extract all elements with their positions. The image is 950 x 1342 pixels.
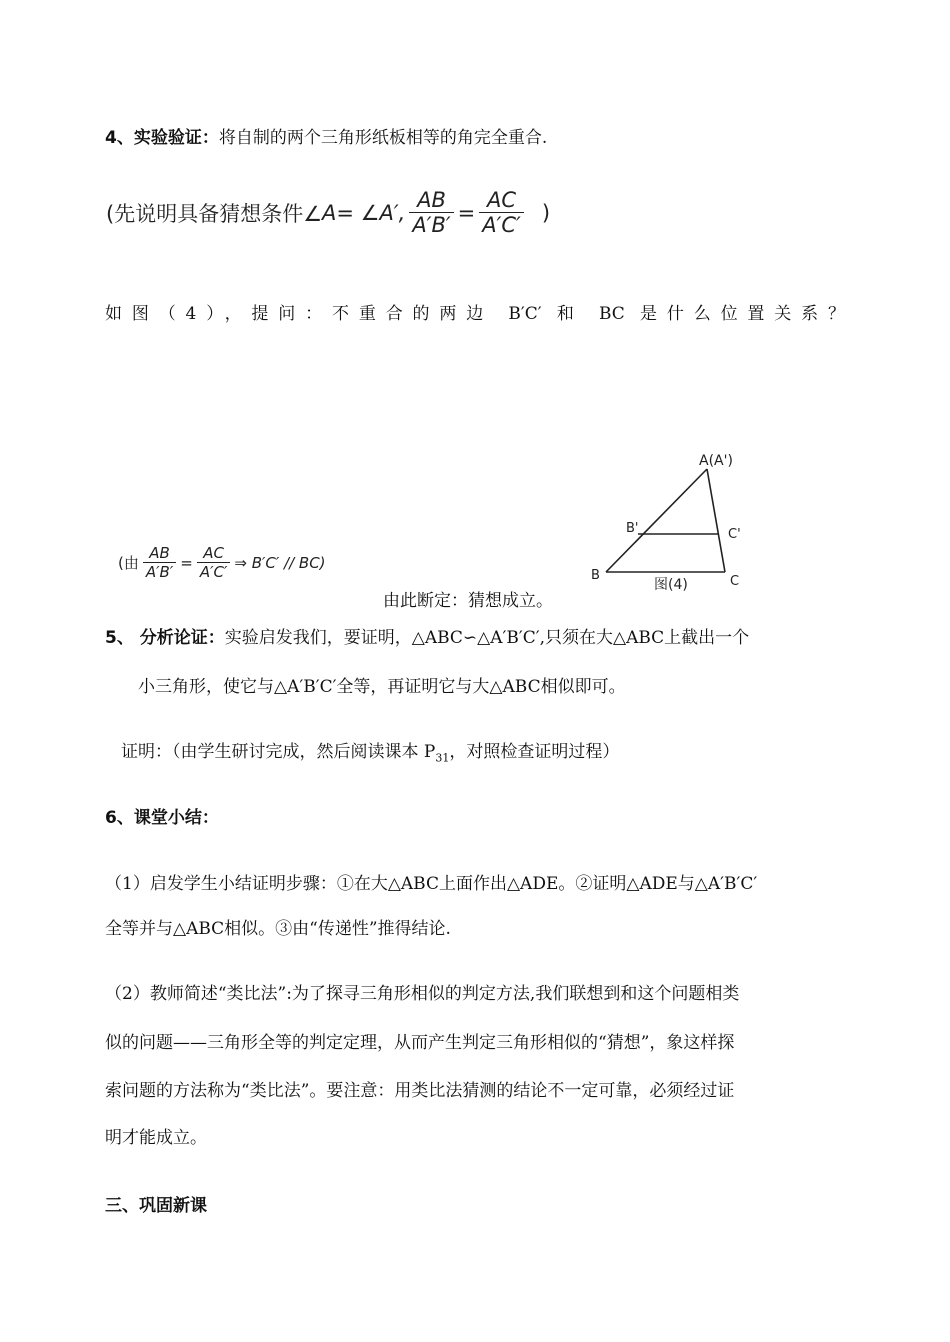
formula2-tail: ⇒ B′C′ // BC) (234, 553, 326, 572)
fraction-denominator: A′C′ (479, 212, 524, 237)
formula-derivation (118, 544, 326, 581)
fraction-numerator: AC (203, 544, 224, 562)
conclusion: 由此断定：猜想成立。 (383, 591, 553, 611)
fraction-numerator: AB (149, 544, 170, 562)
fraction-ab (143, 544, 176, 581)
section3-heading: 三、巩固新课 (105, 1196, 207, 1216)
fraction-ac (197, 544, 231, 581)
summary-p2-line3: 索问题的方法称为“类比法”。要注意：用类比法猜测的结论不一定可靠，必须经过证 (105, 1081, 735, 1101)
side-ac (707, 469, 725, 572)
label-b-prime: B' (626, 521, 639, 536)
side-ab (606, 469, 707, 572)
proof-page-sub: 31 (435, 751, 450, 765)
section5-text1: 实验启发我们，要证明，△ABC∽△A′B′C′,只须在大△ABC上截出一个 (224, 628, 750, 648)
fraction-denominator: A′C′ (197, 562, 231, 581)
formula-angle-a: A (322, 200, 337, 225)
label-c-prime: C' (728, 527, 741, 542)
section4-line (105, 126, 547, 150)
summary-p2-line1: （2）教师简述“类比法”:为了探寻三角形相似的判定方法,我们联想到和这个问题相类 (105, 984, 740, 1004)
summary-p2-line2: 似的问题——三角形全等的判定定理，从而产生判定三角形相似的“猜想”，象这样探 (105, 1033, 735, 1053)
triangle-lines (606, 469, 725, 572)
formula2-equals: = (180, 553, 193, 572)
proof-suffix: ，对照检查证明过程） (449, 742, 620, 762)
fraction-numerator: AB (417, 188, 446, 212)
section6-heading: 6、课堂小结： (105, 808, 219, 828)
section4-heading: 4、实验验证： (105, 128, 219, 148)
triangle-figure (580, 445, 760, 595)
section5-line1 (105, 626, 749, 650)
formula-eq: = ∠ (336, 200, 380, 225)
fraction-ab (409, 188, 453, 237)
fraction-ac (479, 188, 524, 237)
summary-p2-line4: 明才能成立。 (105, 1128, 207, 1148)
section5-line2: 小三角形，使它与△A′B′C′全等，再证明它与大△ABC相似即可。 (138, 677, 626, 697)
formula-equals: = (457, 200, 476, 225)
formula-close: ) (541, 200, 551, 225)
figure-caption: 图(4) (654, 577, 688, 593)
proof-line (121, 740, 619, 770)
fraction-denominator: A′B′ (409, 212, 453, 237)
proof-prefix: 证明：（由学生研讨完成，然后阅读课本 P (121, 742, 436, 762)
section4-text: 将自制的两个三角形纸板相等的角完全重合. (218, 128, 548, 148)
formula2-open: (由 (118, 554, 139, 572)
summary-p1-line1: （1）启发学生小结证明步骤：①在大△ABC上面作出△ADE。②证明△ADE与△A′B′C′ (105, 874, 758, 894)
formula-angle-a-prime: A′, (379, 200, 406, 225)
question-line: 如图（4），提问：不重合的两边 B′C′ 和 BC 是什么位置关系？ (105, 304, 845, 324)
label-a: A(A') (699, 453, 733, 469)
label-b: B (591, 568, 600, 583)
summary-p1-line2: 全等并与△ABC相似。③由“传递性”推得结论. (105, 919, 451, 939)
fraction-numerator: AC (487, 188, 517, 212)
formula-condition (106, 188, 550, 237)
section5-heading: 5、 分析论证： (105, 628, 225, 648)
fraction-denominator: A′B′ (143, 562, 176, 581)
formula-open: (先说明具备猜想条件∠ (106, 201, 323, 226)
label-c: C (730, 574, 740, 589)
